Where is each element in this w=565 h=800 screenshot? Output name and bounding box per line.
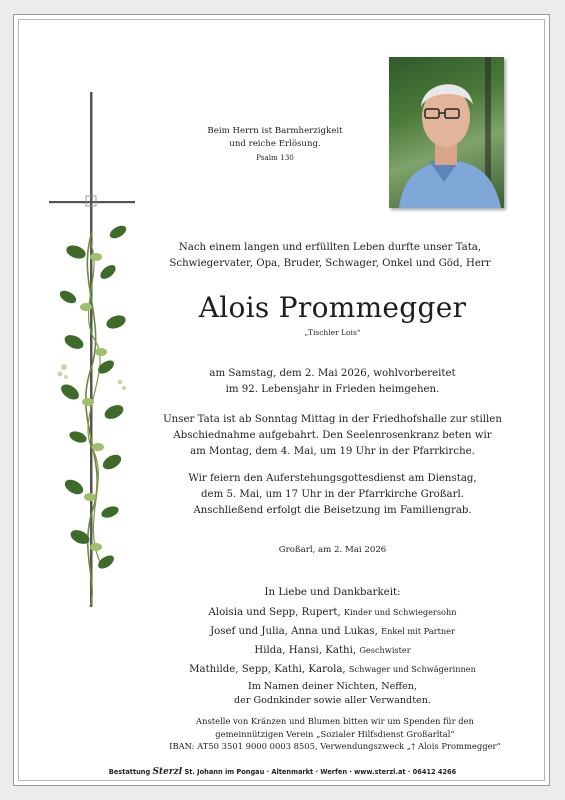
viewing-paragraph <box>150 412 515 460</box>
place-date: Großarl, am 2. Mai 2026 <box>278 545 387 555</box>
viewing-line-3: am Montag, dem 4. Mai, um 19 Uhr in der Pfarrkirche. <box>190 446 475 457</box>
passing-line-1: am Samstag, dem 2. Mai 2026, wohlvorbereitet <box>209 368 456 379</box>
intro-text <box>140 240 520 272</box>
viewing-line-2: Abschiednahme aufgebahrt. Den Seelenrosenkranz beten wir <box>173 430 492 441</box>
footer-details: St. Johann im Pongau · Altenmarkt · Werfen · www.sterzl.at · 06412 4266 <box>184 768 457 776</box>
family-relation: Kinder und Schwiegersohn <box>343 607 457 617</box>
portrait-photo <box>389 57 504 208</box>
quote-line-1: Beim Herrn ist Barmherzigkeit <box>207 126 343 136</box>
donation-line-1: Anstelle von Kränzen und Blumen bitten wir um Spenden für den <box>196 716 474 726</box>
family-names: Josef und Julia, Anna und Lukas, <box>210 626 378 637</box>
deceased-nickname: „Tischler Lois“ <box>304 328 361 337</box>
passing-line-2: im 92. Lebensjahr in Frieden heimgehen. <box>225 384 440 395</box>
service-line-2: dem 5. Mai, um 17 Uhr in der Pfarrkirche Großarl. <box>201 489 464 500</box>
family-line <box>150 607 515 618</box>
service-line-1: Wir feiern den Auferstehungsgottesdienst am Dienstag, <box>188 473 477 484</box>
bible-quote <box>170 125 380 164</box>
deceased-name: Alois Prommegger <box>198 291 467 324</box>
family-names: Hilda, Hansi, Kathi, <box>254 645 357 656</box>
family-names: Aloisia und Sepp, Rupert, <box>208 607 341 618</box>
donation-line-3: IBAN: AT50 3501 9000 0003 8505, Verwendungszweck „† Alois Prommegger“ <box>169 741 501 751</box>
intro-line-1: Nach einem langen und erfüllten Leben durfte unser Tata, <box>178 242 482 253</box>
family-names: Mathilde, Sepp, Kathi, Karola, <box>189 664 346 675</box>
intro-line-2: Schwiegervater, Opa, Bruder, Schwager, Onkel und Göd, Herr <box>169 258 491 269</box>
passing-paragraph <box>150 366 515 398</box>
service-paragraph <box>150 471 515 519</box>
viewing-line-1: Unser Tata ist ab Sonntag Mittag in der Friedhofshalle zur stillen <box>163 414 502 425</box>
family-relation: Schwager und Schwägerinnen <box>348 664 476 674</box>
cross-with-ivy-image <box>46 92 138 612</box>
relatives-text <box>150 680 515 708</box>
quote-line-2: und reiche Erlösung. <box>229 139 321 149</box>
family-line <box>150 664 515 675</box>
family-relation: Geschwister <box>359 645 411 655</box>
donation-text <box>140 715 530 753</box>
family-line <box>150 645 515 656</box>
thanks-heading: In Liebe und Dankbarkeit: <box>264 587 401 598</box>
service-line-3: Anschließend erfolgt die Beisetzung im Familiengrab. <box>193 505 472 516</box>
quote-source: Psalm 130 <box>256 153 294 162</box>
funeral-home-footer <box>0 767 565 777</box>
relatives-line-2: der Godnkinder sowie aller Verwandten. <box>234 695 431 706</box>
footer-prefix: Bestattung <box>108 768 151 776</box>
donation-line-2: gemeinnützigen Verein „Sozialer Hilfsdienst Großarltal“ <box>215 728 455 739</box>
funeral-home-logo: Sterzl <box>152 767 183 777</box>
family-relation: Enkel mit Partner <box>381 626 455 636</box>
relatives-line-1: Im Namen deiner Nichten, Neffen, <box>247 681 418 692</box>
family-line <box>150 626 515 637</box>
